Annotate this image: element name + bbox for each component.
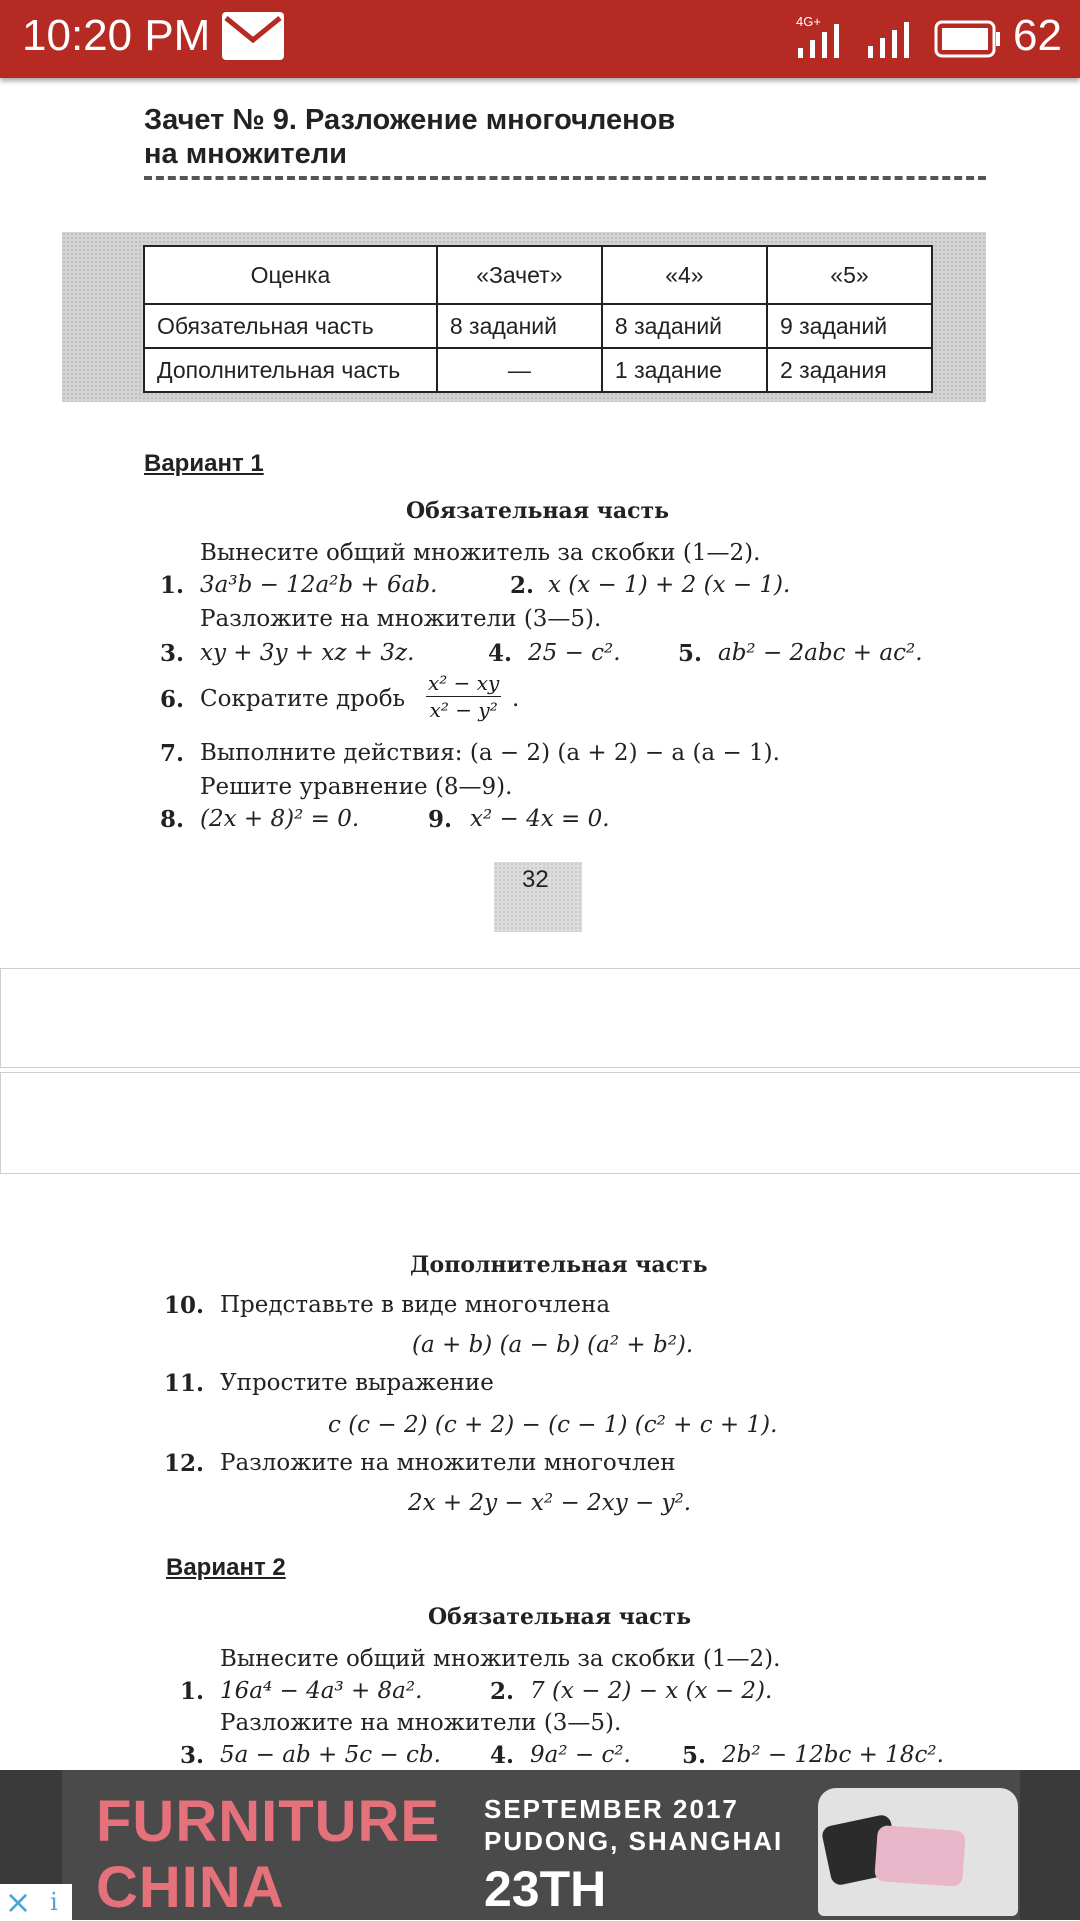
battery-icon bbox=[934, 20, 1002, 62]
task-4: 9a² − c². bbox=[530, 1742, 631, 1768]
task-5: ab² − 2abc + ac². bbox=[718, 640, 923, 666]
additional-section-heading: Дополнительная часть bbox=[410, 1252, 708, 1278]
mandatory-section-heading: Обязательная часть bbox=[428, 1604, 692, 1630]
task-number: 7. bbox=[160, 740, 185, 767]
task-number: 3. bbox=[160, 640, 185, 667]
task-6-text: Сократите дробь bbox=[200, 686, 406, 712]
fraction-denominator: x² − y² bbox=[429, 698, 498, 722]
instruction-8-9: Решите уравнение (8—9). bbox=[200, 774, 513, 800]
task-number: 5. bbox=[678, 640, 703, 667]
page-gap-panel bbox=[0, 1072, 1080, 1174]
task-number: 8. bbox=[160, 806, 185, 833]
task-6-period: . bbox=[512, 686, 520, 712]
page-number: 32 bbox=[522, 866, 549, 893]
grade-header-cell: «4» bbox=[602, 246, 767, 304]
grade-table bbox=[143, 245, 933, 393]
network-type-label: 4G+ bbox=[796, 14, 821, 29]
grade-header-cell: «Зачет» bbox=[437, 246, 602, 304]
task-3: 5a − ab + 5c − cb. bbox=[220, 1742, 441, 1768]
grade-cell: — bbox=[437, 348, 602, 392]
task-7: Выполните действия: (a − 2) (a + 2) − a (a − 1). bbox=[200, 740, 780, 766]
task-number: 4. bbox=[490, 1742, 515, 1769]
task-number: 9. bbox=[428, 806, 453, 833]
mail-notification-icon bbox=[222, 12, 284, 60]
status-bar bbox=[0, 0, 1080, 78]
task-2: 7 (x − 2) − x (x − 2). bbox=[530, 1678, 773, 1704]
fraction-numerator: x² − xy bbox=[428, 671, 500, 695]
pillow-image bbox=[874, 1825, 966, 1887]
instruction-1-2: Вынесите общий множитель за скобки (1—2). bbox=[200, 540, 761, 566]
task-number: 1. bbox=[160, 572, 185, 599]
task-5: 2b² − 12bc + 18c². bbox=[722, 1742, 944, 1768]
grade-cell: 8 заданий bbox=[437, 304, 602, 348]
task-10-expression: (a + b) (a − b) (a² + b²). bbox=[412, 1332, 694, 1358]
task-number: 11. bbox=[164, 1370, 205, 1397]
task-4: 25 − c². bbox=[528, 640, 621, 666]
task-number: 10. bbox=[164, 1292, 205, 1319]
page-gap-panel bbox=[0, 968, 1080, 1068]
task-11-expression: c (c − 2) (c + 2) − (c − 1) (c² + c + 1). bbox=[328, 1412, 778, 1438]
ad-day: 23TH bbox=[484, 1861, 607, 1917]
info-icon[interactable]: i bbox=[36, 1884, 72, 1920]
task-number: 5. bbox=[682, 1742, 707, 1769]
ad-headline-1: FURNITURE bbox=[96, 1789, 441, 1854]
grade-header-cell: «5» bbox=[767, 246, 932, 304]
task-10: Представьте в виде многочлена bbox=[220, 1292, 611, 1318]
ad-headline-2: CHINA bbox=[96, 1855, 285, 1920]
task-11: Упростите выражение bbox=[220, 1370, 494, 1396]
task-number: 1. bbox=[180, 1678, 205, 1705]
status-time: 10:20 PM bbox=[22, 11, 211, 60]
close-icon[interactable]: × bbox=[0, 1884, 36, 1920]
task-9: x² − 4x = 0. bbox=[470, 806, 610, 832]
task-number: 3. bbox=[180, 1742, 205, 1769]
grade-cell: 8 заданий bbox=[602, 304, 767, 348]
task-number: 4. bbox=[488, 640, 513, 667]
instruction-1-2: Вынесите общий множитель за скобки (1—2). bbox=[220, 1646, 781, 1672]
ad-date-line: SEPTEMBER 2017 bbox=[484, 1794, 739, 1824]
signal-bars-icon bbox=[866, 20, 916, 64]
ad-banner[interactable] bbox=[0, 1770, 1080, 1920]
task-1: 3a³b − 12a²b + 6ab. bbox=[200, 572, 438, 598]
task-8: (2x + 8)² = 0. bbox=[200, 806, 360, 832]
task-12-expression: 2x + 2y − x² − 2xy − y². bbox=[408, 1490, 692, 1516]
mandatory-section-heading: Обязательная часть bbox=[406, 498, 670, 524]
page-title-line-2: на множители bbox=[144, 138, 347, 170]
task-number: 2. bbox=[490, 1678, 515, 1705]
task-1: 16a⁴ − 4a³ + 8a². bbox=[220, 1678, 423, 1704]
grade-header-cell: Оценка bbox=[144, 246, 437, 304]
grade-cell: 1 задание bbox=[602, 348, 767, 392]
grade-cell: Обязательная часть bbox=[144, 304, 437, 348]
title-divider bbox=[144, 176, 986, 180]
task-12: Разложите на множители многочлен bbox=[220, 1450, 676, 1476]
instruction-3-5: Разложите на множители (3—5). bbox=[200, 606, 602, 632]
task-6-fraction bbox=[426, 670, 501, 723]
variant-1-heading: Вариант 1 bbox=[144, 450, 264, 477]
instruction-3-5: Разложите на множители (3—5). bbox=[220, 1710, 622, 1736]
grade-cell: Дополнительная часть bbox=[144, 348, 437, 392]
task-3: xy + 3y + xz + 3z. bbox=[200, 640, 415, 666]
variant-2-heading: Вариант 2 bbox=[166, 1554, 286, 1581]
grade-cell: 2 задания bbox=[767, 348, 932, 392]
page-title-line-1: Зачет № 9. Разложение многочленов bbox=[144, 104, 676, 136]
grade-cell: 9 заданий bbox=[767, 304, 932, 348]
task-2: x (x − 1) + 2 (x − 1). bbox=[548, 572, 791, 598]
task-number: 12. bbox=[164, 1450, 205, 1477]
battery-level: 62 bbox=[1013, 11, 1062, 60]
task-number: 2. bbox=[510, 572, 535, 599]
task-number: 6. bbox=[160, 686, 185, 713]
ad-location: PUDONG, SHANGHAI bbox=[484, 1826, 784, 1856]
